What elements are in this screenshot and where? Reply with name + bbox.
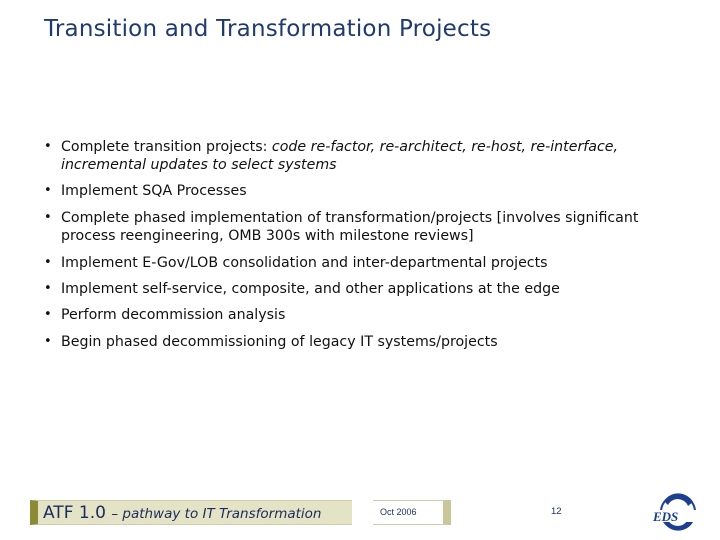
footer-brand-name: ATF 1.0	[43, 503, 106, 523]
bullet-item	[42, 138, 682, 174]
page-number: 12	[551, 506, 562, 517]
bullet-icon: •	[44, 183, 52, 198]
bullet-list	[42, 138, 682, 351]
footer-date-box	[373, 500, 451, 525]
bullet-icon: •	[44, 281, 52, 296]
bullet-text: Begin phased decommissioning of legacy IT systems/projects	[61, 334, 498, 350]
bullet-icon: •	[44, 210, 52, 225]
bullet-text: Perform decommission analysis	[61, 307, 286, 323]
footer-brand-band	[30, 500, 352, 525]
bullet-text: Implement self-service, composite, and other applications at the edge	[61, 281, 560, 297]
logo-text: EDS	[653, 509, 679, 524]
bullet-icon: •	[44, 334, 52, 349]
bullet-text: Implement E-Gov/LOB consolidation and inter-departmental projects	[61, 255, 548, 271]
bullet-icon: •	[44, 255, 52, 270]
bullet-item	[42, 254, 682, 272]
bullet-item	[42, 182, 682, 200]
bullet-item	[42, 333, 682, 351]
eds-logo-icon	[648, 492, 706, 532]
bullet-text: Complete phased implementation of transformation/projects [involves significant process reengineering, OMB 300s with milestone reviews]	[61, 210, 639, 244]
bullet-item	[42, 209, 682, 245]
bullet-text: Complete transition projects:	[61, 139, 272, 155]
bullet-item	[42, 280, 682, 298]
slide-title: Transition and Transformation Projects	[44, 16, 492, 42]
footer-brand	[43, 503, 321, 523]
footer-tagline: – pathway to IT Transformation	[111, 506, 322, 522]
bullet-text: Implement SQA Processes	[61, 183, 247, 199]
bullet-icon: •	[44, 139, 52, 154]
bullet-icon: •	[44, 307, 52, 322]
bullet-text-italic: code re-factor, re-architect, re-host, re-interface, incremental updates to select systems	[61, 139, 619, 173]
bullet-item	[42, 306, 682, 324]
footer-date: Oct 2006	[380, 507, 417, 517]
